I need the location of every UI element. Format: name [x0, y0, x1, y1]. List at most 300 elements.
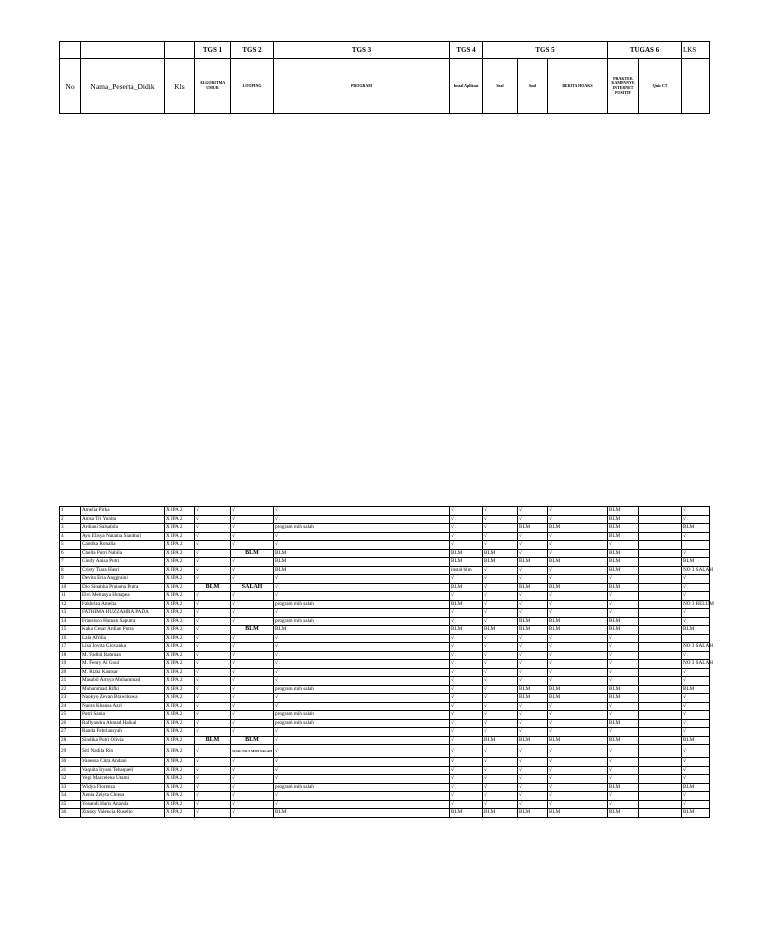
cell-tgs2: √ — [231, 694, 274, 703]
cell-tgs5-soal: √ — [483, 792, 518, 801]
cell-tugas6-quiz: √ — [608, 575, 639, 584]
cell-kls: X IPA 2 — [165, 575, 195, 584]
cell-tugas6-quiz: BLM — [608, 566, 639, 575]
cell-tgs4: √ — [450, 766, 483, 775]
cell-tgs1: √ — [195, 643, 231, 652]
cell-tgs5-berita: √ — [518, 775, 548, 784]
cell-no: 1 — [60, 507, 81, 516]
cell-kls: X IPA 2 — [165, 677, 195, 686]
table-row — [60, 634, 710, 643]
cell-tugas6-quiz: √ — [608, 758, 639, 767]
cell-tgs3: √ — [274, 775, 450, 784]
cell-tugas6-quiz: BLM — [608, 507, 639, 516]
cell-tgs5-soal: √ — [483, 541, 518, 550]
cell-tgs5-berita: √ — [518, 651, 548, 660]
cell-tgs1: √ — [195, 766, 231, 775]
cell-tgs5-praktek: BLM — [548, 809, 608, 818]
header-sub-soal-1: Soal — [483, 59, 518, 114]
cell-tugas6-extra — [639, 775, 682, 784]
table-row — [60, 558, 710, 567]
cell-tgs2: √ — [231, 792, 274, 801]
cell-tgs2: BLM — [231, 626, 274, 635]
cell-tgs4: BLM — [450, 809, 483, 818]
cell-tgs5-praktek: BLM — [548, 736, 608, 745]
cell-kls: X IPA 2 — [165, 626, 195, 635]
cell-lks: BLM — [682, 524, 710, 533]
cell-no: 6 — [60, 549, 81, 558]
cell-tgs5-soal: BLM — [483, 626, 518, 635]
cell-tugas6-extra — [639, 783, 682, 792]
cell-kls: X IPA 2 — [165, 736, 195, 745]
cell-tgs3: program mih salah — [274, 711, 450, 720]
table-row — [60, 792, 710, 801]
cell-tgs5-soal: √ — [483, 702, 518, 711]
cell-tgs5-praktek: √ — [548, 507, 608, 516]
cell-tgs3: √ — [274, 694, 450, 703]
cell-tgs4: √ — [450, 711, 483, 720]
cell-tgs3: program mih salah — [274, 719, 450, 728]
cell-tugas6-extra — [639, 566, 682, 575]
cell-tgs4: √ — [450, 677, 483, 686]
cell-tgs3: √ — [274, 702, 450, 711]
cell-name: Devita Eria Anggraini — [81, 575, 165, 584]
cell-tgs3: √ — [274, 507, 450, 516]
cell-tgs5-praktek: √ — [548, 745, 608, 758]
cell-tgs5-praktek: √ — [548, 660, 608, 669]
cell-tgs3: BLM — [274, 566, 450, 575]
cell-name: Naura Khansa Azri — [81, 702, 165, 711]
cell-lks: √ — [682, 758, 710, 767]
cell-tugas6-quiz: √ — [608, 634, 639, 643]
cell-tugas6-quiz: √ — [608, 800, 639, 809]
cell-tgs5-soal: √ — [483, 575, 518, 584]
cell-tgs5-soal: √ — [483, 651, 518, 660]
cell-tugas6-quiz: √ — [608, 643, 639, 652]
cell-no: 14 — [60, 617, 81, 626]
cell-lks: √ — [682, 515, 710, 524]
cell-tgs4: √ — [450, 702, 483, 711]
cell-tgs3: √ — [274, 792, 450, 801]
cell-tgs5-berita: √ — [518, 660, 548, 669]
cell-lks: BLM — [682, 685, 710, 694]
cell-lks: √ — [682, 792, 710, 801]
cell-lks: √ — [682, 592, 710, 601]
cell-tgs4: √ — [450, 800, 483, 809]
cell-tugas6-quiz: √ — [608, 651, 639, 660]
cell-tugas6-quiz: BLM — [608, 736, 639, 745]
cell-tugas6-extra — [639, 792, 682, 801]
cell-no: 24 — [60, 702, 81, 711]
cell-kls: X IPA 2 — [165, 775, 195, 784]
cell-tgs2: √ — [231, 566, 274, 575]
table-row — [60, 677, 710, 686]
cell-tgs5-praktek: √ — [548, 634, 608, 643]
cell-kls: X IPA 2 — [165, 766, 195, 775]
cell-tgs2: √ — [231, 775, 274, 784]
cell-tgs5-praktek: √ — [548, 766, 608, 775]
cell-tgs4: √ — [450, 524, 483, 533]
cell-tgs2: √ — [231, 524, 274, 533]
header-sub-looping: LOOPING — [231, 59, 274, 114]
table-row — [60, 758, 710, 767]
cell-tgs1: √ — [195, 634, 231, 643]
cell-tgs2: √ — [231, 575, 274, 584]
cell-tugas6-quiz: BLM — [608, 617, 639, 626]
cell-tugas6-quiz: √ — [608, 677, 639, 686]
cell-lks: √ — [682, 651, 710, 660]
table-row — [60, 809, 710, 818]
cell-lks: √ — [682, 719, 710, 728]
header-blank-name — [81, 42, 165, 59]
cell-tgs4: BLM — [450, 583, 483, 592]
cell-no: 10 — [60, 583, 81, 592]
cell-tgs1: √ — [195, 600, 231, 609]
cell-kls: X IPA 2 — [165, 617, 195, 626]
cell-tgs2: SOAL NO 5 MSH SALAH — [231, 745, 274, 758]
table-row — [60, 575, 710, 584]
cell-tgs2: √ — [231, 634, 274, 643]
cell-tgs5-praktek: BLM — [548, 626, 608, 635]
header-tugas6: TUGAS 6 — [608, 42, 682, 59]
cell-tugas6-quiz: √ — [608, 668, 639, 677]
cell-tgs1: √ — [195, 758, 231, 767]
header-tgs1: TGS 1 — [195, 42, 231, 59]
cell-tgs3: √ — [274, 515, 450, 524]
cell-kls: X IPA 2 — [165, 800, 195, 809]
cell-tgs3: √ — [274, 758, 450, 767]
cell-lks: √ — [682, 677, 710, 686]
cell-tgs3: √ — [274, 532, 450, 541]
cell-name: Ardiani Salsabila — [81, 524, 165, 533]
cell-lks: √ — [682, 617, 710, 626]
cell-tgs4: √ — [450, 719, 483, 728]
cell-tgs3: √ — [274, 766, 450, 775]
cell-tgs1: √ — [195, 660, 231, 669]
cell-kls: X IPA 2 — [165, 719, 195, 728]
cell-tgs5-praktek: √ — [548, 677, 608, 686]
table-row — [60, 617, 710, 626]
cell-no: 7 — [60, 558, 81, 567]
cell-tgs5-soal: √ — [483, 668, 518, 677]
cell-tgs5-praktek: √ — [548, 541, 608, 550]
cell-kls: X IPA 2 — [165, 507, 195, 516]
cell-tgs5-berita: √ — [518, 745, 548, 758]
cell-tgs4: √ — [450, 507, 483, 516]
cell-tgs1: √ — [195, 800, 231, 809]
cell-name: Naokyo Zevan Brawibawa — [81, 694, 165, 703]
cell-name: Amelia Pirka — [81, 507, 165, 516]
header-sub-program: PROGRAM — [274, 59, 450, 114]
cell-tgs5-soal: √ — [483, 719, 518, 728]
cell-tugas6-extra — [639, 549, 682, 558]
cell-tgs5-soal: √ — [483, 711, 518, 720]
cell-name: M. Fadhil Rahman — [81, 651, 165, 660]
cell-lks — [682, 634, 710, 643]
cell-tgs5-soal: BLM — [483, 736, 518, 745]
cell-tgs5-soal: √ — [483, 685, 518, 694]
cell-no: 32 — [60, 775, 81, 784]
cell-tgs1: √ — [195, 549, 231, 558]
cell-tgs5-berita: √ — [518, 800, 548, 809]
cell-tgs2: SALAH — [231, 583, 274, 592]
cell-tgs3: √ — [274, 634, 450, 643]
cell-no: 12 — [60, 600, 81, 609]
cell-tgs5-berita: √ — [518, 711, 548, 720]
cell-tgs2: √ — [231, 702, 274, 711]
cell-kls: X IPA 2 — [165, 634, 195, 643]
cell-tgs5-berita: √ — [518, 507, 548, 516]
cell-tugas6-quiz: √ — [608, 728, 639, 737]
cell-lks: BLM — [682, 736, 710, 745]
cell-tgs5-berita: √ — [518, 532, 548, 541]
cell-tgs4: instal blm — [450, 566, 483, 575]
cell-tgs5-berita: √ — [518, 566, 548, 575]
table-row — [60, 507, 710, 516]
table-row — [60, 541, 710, 550]
cell-tgs3: √ — [274, 736, 450, 745]
table-row — [60, 643, 710, 652]
cell-tgs5-berita: √ — [518, 677, 548, 686]
cell-tgs1: √ — [195, 775, 231, 784]
cell-tgs5-praktek: √ — [548, 711, 608, 720]
cell-tgs2: √ — [231, 660, 274, 669]
cell-no: 15 — [60, 626, 81, 635]
cell-tgs5-praktek: √ — [548, 792, 608, 801]
cell-tgs2: √ — [231, 711, 274, 720]
cell-lks: √ — [682, 702, 710, 711]
cell-tgs2: √ — [231, 766, 274, 775]
cell-tgs3: √ — [274, 660, 450, 669]
cell-tgs4: √ — [450, 783, 483, 792]
cell-kls: X IPA 2 — [165, 728, 195, 737]
header-tgs4: TGS 4 — [450, 42, 483, 59]
cell-tgs3: √ — [274, 728, 450, 737]
cell-tgs5-berita: BLM — [518, 736, 548, 745]
cell-name: FATHIMA HUZZAHRA PADA — [81, 609, 165, 618]
cell-tugas6-extra — [639, 532, 682, 541]
cell-tgs1: BLM — [195, 736, 231, 745]
cell-tgs4: √ — [450, 685, 483, 694]
cell-tugas6-extra — [639, 515, 682, 524]
cell-name: Anisa Tri Yunita — [81, 515, 165, 524]
cell-lks: √ — [682, 532, 710, 541]
cell-tugas6-quiz: √ — [608, 541, 639, 550]
cell-tgs5-berita: √ — [518, 549, 548, 558]
cell-lks: √ — [682, 745, 710, 758]
cell-tgs5-praktek: √ — [548, 592, 608, 601]
table-row — [60, 728, 710, 737]
cell-tugas6-extra — [639, 800, 682, 809]
cell-no: 16 — [60, 634, 81, 643]
cell-tgs5-praktek: √ — [548, 719, 608, 728]
cell-tgs5-berita: √ — [518, 668, 548, 677]
cell-lks — [682, 541, 710, 550]
cell-name: Vaquita Iryani Tebaqueli — [81, 766, 165, 775]
cell-lks: √ — [682, 507, 710, 516]
cell-kls: X IPA 2 — [165, 566, 195, 575]
cell-tgs5-berita: √ — [518, 702, 548, 711]
cell-kls: X IPA 2 — [165, 532, 195, 541]
cell-tugas6-extra — [639, 583, 682, 592]
cell-name: Vegi Marcelena Utami — [81, 775, 165, 784]
cell-tgs5-berita: √ — [518, 758, 548, 767]
cell-tgs4: √ — [450, 592, 483, 601]
cell-tgs2: √ — [231, 532, 274, 541]
table-row — [60, 651, 710, 660]
cell-tgs1: √ — [195, 617, 231, 626]
table-row — [60, 549, 710, 558]
cell-tgs1: √ — [195, 745, 231, 758]
cell-tugas6-extra — [639, 685, 682, 694]
cell-tgs5-soal: √ — [483, 524, 518, 533]
cell-tugas6-extra — [639, 600, 682, 609]
table-row — [60, 524, 710, 533]
cell-tgs1: √ — [195, 558, 231, 567]
cell-tgs1: √ — [195, 694, 231, 703]
cell-tgs4: √ — [450, 515, 483, 524]
cell-tgs5-soal: √ — [483, 745, 518, 758]
cell-tgs5-soal: √ — [483, 592, 518, 601]
cell-tgs2: √ — [231, 600, 274, 609]
cell-no: 11 — [60, 592, 81, 601]
table-row — [60, 515, 710, 524]
cell-name: Raflyandra Ahmad Haikal — [81, 719, 165, 728]
cell-tgs1: √ — [195, 809, 231, 818]
cell-tgs5-berita: √ — [518, 541, 548, 550]
cell-kls: X IPA 2 — [165, 745, 195, 758]
cell-tgs5-soal: √ — [483, 566, 518, 575]
cell-tgs5-berita: BLM — [518, 694, 548, 703]
cell-lks: √ — [682, 583, 710, 592]
cell-tgs2: √ — [231, 651, 274, 660]
cell-tgs5-praktek: √ — [548, 800, 608, 809]
cell-tgs5-praktek: √ — [548, 728, 608, 737]
cell-tgs1: √ — [195, 728, 231, 737]
cell-tugas6-extra — [639, 634, 682, 643]
cell-name: Fransisco Haman Saputra — [81, 617, 165, 626]
cell-lks: √ — [682, 775, 710, 784]
table-row — [60, 668, 710, 677]
cell-tgs5-praktek: BLM — [548, 617, 608, 626]
cell-tgs5-praktek: √ — [548, 515, 608, 524]
table-row — [60, 566, 710, 575]
table-row — [60, 702, 710, 711]
cell-kls: X IPA 2 — [165, 702, 195, 711]
cell-tugas6-quiz: √ — [608, 660, 639, 669]
cell-tgs1: √ — [195, 592, 231, 601]
cell-name: M. Rizki Kautsar — [81, 668, 165, 677]
cell-tugas6-quiz: √ — [608, 766, 639, 775]
cell-lks: √ — [682, 694, 710, 703]
cell-tgs5-praktek: BLM — [548, 583, 608, 592]
header-sub-soal-2: Soal — [518, 59, 548, 114]
cell-no: 13 — [60, 609, 81, 618]
cell-tgs2: √ — [231, 609, 274, 618]
cell-name: Cindy Anisa Putri — [81, 558, 165, 567]
table-row — [60, 711, 710, 720]
cell-tgs3: √ — [274, 592, 450, 601]
cell-lks: √ — [682, 728, 710, 737]
cell-tgs5-berita: √ — [518, 634, 548, 643]
table-row — [60, 719, 710, 728]
cell-tgs5-berita: BLM — [518, 626, 548, 635]
cell-name: M. Fenry Al Goul — [81, 660, 165, 669]
cell-tgs3: √ — [274, 541, 450, 550]
cell-tgs1: BLM — [195, 583, 231, 592]
table-row — [60, 766, 710, 775]
cell-tugas6-extra — [639, 592, 682, 601]
cell-tgs5-berita: √ — [518, 766, 548, 775]
cell-tugas6-quiz: BLM — [608, 719, 639, 728]
cell-kls: X IPA 2 — [165, 809, 195, 818]
cell-tgs1: √ — [195, 668, 231, 677]
cell-tgs5-berita: √ — [518, 515, 548, 524]
cell-no: 28 — [60, 736, 81, 745]
cell-tgs5-soal: √ — [483, 660, 518, 669]
cell-tgs5-berita: √ — [518, 592, 548, 601]
cell-tugas6-quiz: √ — [608, 775, 639, 784]
header-sub-berita-hoaks: BERITA HOAKS — [548, 59, 608, 114]
cell-tgs5-praktek: √ — [548, 566, 608, 575]
cell-tgs4: √ — [450, 792, 483, 801]
cell-tgs4: BLM — [450, 600, 483, 609]
cell-tgs5-berita: √ — [518, 600, 548, 609]
cell-no: 25 — [60, 711, 81, 720]
cell-tgs3: √ — [274, 677, 450, 686]
cell-tgs4: √ — [450, 668, 483, 677]
cell-kls: X IPA 2 — [165, 600, 195, 609]
cell-tugas6-extra — [639, 728, 682, 737]
cell-tgs2: √ — [231, 558, 274, 567]
cell-tgs4: √ — [450, 609, 483, 618]
cell-name: Lisa Jovita Giovanka — [81, 643, 165, 652]
cell-tgs4: √ — [450, 694, 483, 703]
cell-tgs2: √ — [231, 809, 274, 818]
cell-no: 33 — [60, 783, 81, 792]
cell-tgs2: √ — [231, 643, 274, 652]
cell-tgs2: √ — [231, 541, 274, 550]
cell-name: Xenia Zelyta Chiesa — [81, 792, 165, 801]
cell-tgs3: √ — [274, 668, 450, 677]
cell-name: Cristy Tiara Hasri — [81, 566, 165, 575]
cell-tugas6-extra — [639, 626, 682, 635]
cell-tgs5-praktek: √ — [548, 575, 608, 584]
cell-tgs2: BLM — [231, 549, 274, 558]
cell-tgs1: √ — [195, 541, 231, 550]
header-sub-blank — [682, 59, 710, 114]
cell-tgs1: √ — [195, 609, 231, 618]
cell-tgs1: √ — [195, 507, 231, 516]
cell-tugas6-quiz: BLM — [608, 583, 639, 592]
cell-name: Masabil Arrsya Muhammad — [81, 677, 165, 686]
cell-tgs1: √ — [195, 524, 231, 533]
cell-tgs4: √ — [450, 643, 483, 652]
cell-tgs4: √ — [450, 758, 483, 767]
cell-tgs5-soal: √ — [483, 775, 518, 784]
cell-tugas6-quiz: BLM — [608, 626, 639, 635]
cell-no: 22 — [60, 685, 81, 694]
cell-tugas6-extra — [639, 766, 682, 775]
cell-tugas6-extra — [639, 668, 682, 677]
cell-kls: X IPA 2 — [165, 524, 195, 533]
cell-tugas6-extra — [639, 524, 682, 533]
cell-tgs5-praktek: BLM — [548, 524, 608, 533]
cell-tugas6-quiz: BLM — [608, 524, 639, 533]
cell-tugas6-extra — [639, 745, 682, 758]
cell-no: 17 — [60, 643, 81, 652]
cell-tgs2: √ — [231, 617, 274, 626]
header-tgs3: TGS 3 — [274, 42, 450, 59]
